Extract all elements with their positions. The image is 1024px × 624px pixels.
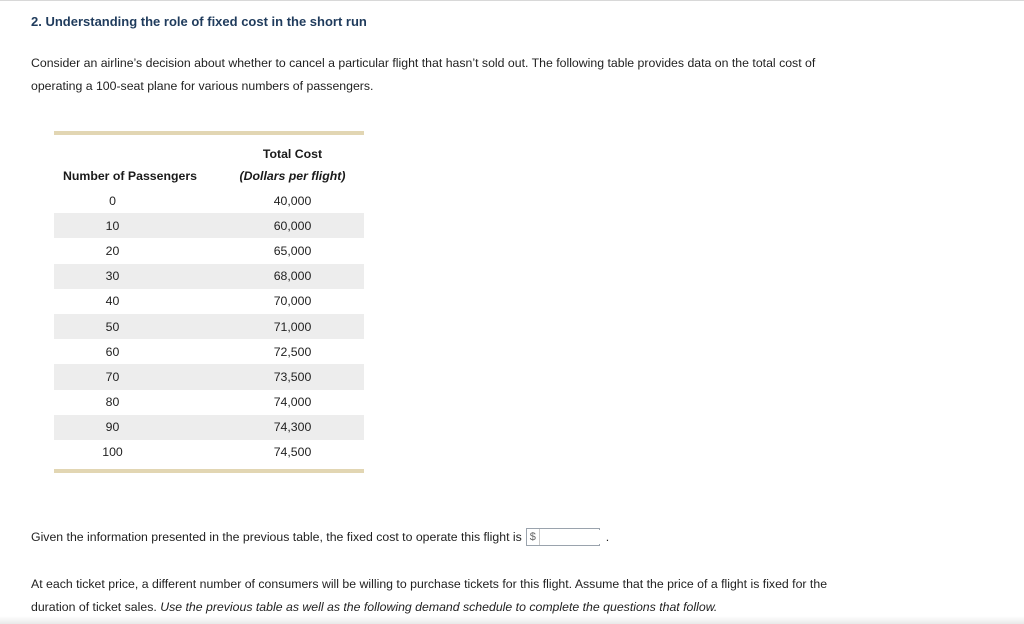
header-dollars-per-flight: (Dollars per flight) (239, 169, 346, 183)
fixed-cost-input[interactable] (540, 530, 600, 544)
table-row (54, 339, 364, 364)
table-header-row-1 (54, 135, 364, 166)
table-row (54, 264, 364, 289)
table-row (54, 188, 364, 213)
table-row (54, 289, 364, 314)
table-row (54, 213, 364, 238)
passengers-cell: 30 (105, 269, 120, 284)
cost-cell: 74,300 (273, 420, 312, 435)
table-header-row-2 (54, 166, 364, 188)
demand-line-1: At each ticket price, a different number of consumers will be willing to purchase tickets for this flight. Assume that the price of a flight is fixed for the (31, 577, 828, 591)
intro-paragraph (31, 52, 931, 98)
header-total-cost: Total Cost (262, 147, 323, 161)
table-row (54, 364, 364, 389)
top-divider (0, 0, 1024, 1)
header-number-of-passengers: Number of Passengers (63, 169, 197, 183)
cost-cell: 73,500 (273, 369, 312, 384)
passengers-cell: 90 (105, 420, 120, 435)
passengers-cell: 10 (105, 218, 120, 233)
passengers-cell: 100 (102, 445, 123, 460)
passengers-cell: 50 (105, 319, 120, 334)
passengers-cell: 80 (105, 395, 120, 410)
demand-line-2-plain: duration of ticket sales. (31, 600, 157, 614)
bottom-fade (0, 616, 1024, 624)
table-bottom-rule (54, 469, 364, 473)
table-body (54, 188, 364, 465)
question-period: . (605, 530, 610, 544)
cost-cell: 72,500 (273, 344, 312, 359)
total-cost-table (54, 131, 364, 473)
fixed-cost-answer-box[interactable] (526, 528, 600, 546)
cost-cell: 60,000 (273, 218, 312, 233)
cost-cell: 74,500 (273, 445, 312, 460)
table-row (54, 314, 364, 339)
fixed-cost-question (31, 528, 609, 546)
cost-cell: 70,000 (273, 294, 312, 309)
passengers-cell: 20 (105, 243, 120, 258)
cost-cell: 71,000 (273, 319, 312, 334)
cost-cell: 40,000 (273, 193, 312, 208)
intro-line-1: Consider an airline’s decision about whether to cancel a particular flight that hasn’t sold out. The following table provides data on the total cost of (31, 56, 816, 70)
passengers-cell: 70 (105, 369, 120, 384)
cost-cell: 68,000 (273, 269, 312, 284)
dollar-sign-prefix: $ (527, 529, 540, 545)
cost-cell: 65,000 (273, 243, 312, 258)
section-title: 2. Understanding the role of fixed cost in the short run (31, 14, 367, 29)
demand-paragraph (31, 573, 931, 619)
passengers-cell: 60 (105, 344, 120, 359)
table-row (54, 238, 364, 263)
question-text: Given the information presented in the previous table, the fixed cost to operate this flight is (31, 530, 522, 544)
cost-cell: 74,000 (273, 395, 312, 410)
intro-line-2: operating a 100-seat plane for various numbers of passengers. (31, 79, 374, 93)
table-row (54, 415, 364, 440)
demand-instruction: Use the previous table as well as the following demand schedule to complete the questions that follow. (160, 600, 718, 614)
table-row (54, 440, 364, 465)
table-row (54, 390, 364, 415)
passengers-cell: 0 (109, 193, 116, 208)
passengers-cell: 40 (105, 294, 120, 309)
